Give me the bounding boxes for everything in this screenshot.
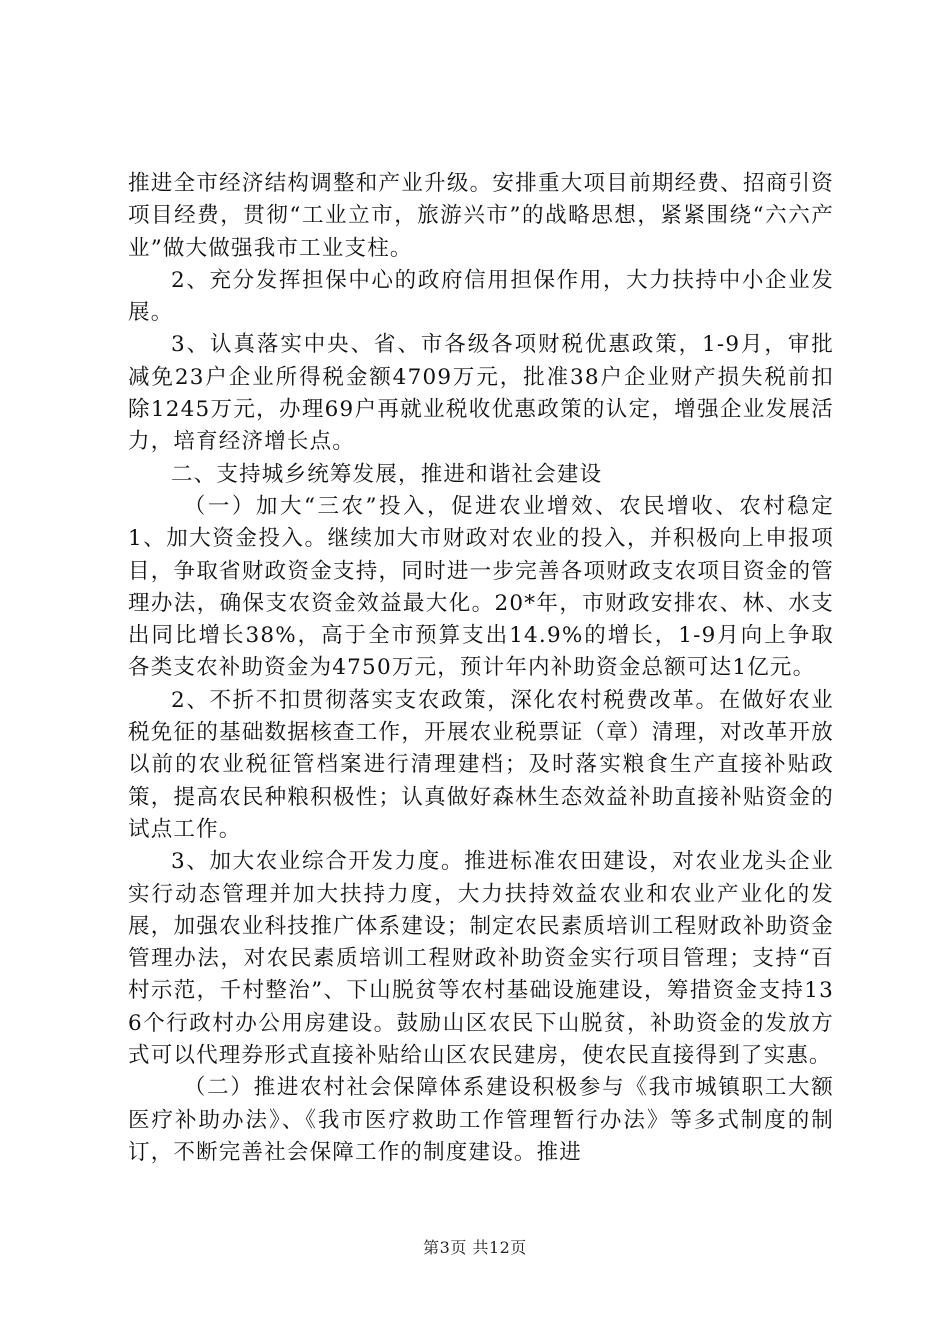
paragraph-subsection-one: （一）加大“三农”投入，促进农业增效、农民增收、农村稳定1、加大资金投入。继续加大市财政对农业的投入，并积极向上申报项目，争取省财政资金支持，同时进一步完善各项财政支农项目资金的管理办法，确保支农资金效益最大化。20*年，市财政安排农、林、水支出同比增长38%，高于全市预算支出14.9%的增长，1-9月向上争取各类支农补助资金为4750万元，预计年内补助资金总额可达1亿元。 <box>128 493 834 681</box>
page-number-label: 第3页 共12页 <box>423 1238 527 1257</box>
paragraph-item-3-agri-development: 3、加大农业综合开发力度。推进标准农田建设，对农业龙头企业实行动态管理并加大扶持力度，大力扶持效益农业和农业产业化的发展，加强农业科技推广体系建设；制定农民素质培训工程财政补助资金管理办法，对农民素质培训工程财政补助资金实行项目管理；支持“百村示范，千村整治”、下山脱贫等农村基础设施建设，筹措资金支持136个行政村办公用房建设。鼓励山区农民下山脱贫，补助资金的发放方式可以代理券形式直接补贴给山区农民建房，使农民直接得到了实惠。 <box>128 849 834 1069</box>
paragraph-item-3-tax-policy: 3、认真落实中央、省、市各级各项财税优惠政策，1-9月，审批减免23户企业所得税金额4709万元，批准38户企业财产损失税前扣除1245万元，办理69户再就业税收优惠政策的认定，增强企业发展活力，培育经济增长点。 <box>128 332 834 455</box>
paragraph-subsection-two: （二）推进农村社会保障体系建设积极参与《我市城镇职工大额医疗补助办法》、《我市医疗救助工作管理暂行办法》等多式制度的制订，不断完善社会保障工作的制度建设。推进 <box>128 1075 834 1165</box>
section-heading-two: 二、支持城乡统筹发展，推进和谐社会建设 <box>171 461 603 487</box>
paragraph-item-2-guarantee: 2、充分发挥担保中心的政府信用担保作用，大力扶持中小企业发展。 <box>128 267 834 326</box>
paragraph-item-2-agri-policy: 2、不折不扣贯彻落实支农政策，深化农村税费改革。在做好农业税免征的基础数据核查工作，开展农业税票证（章）清理，对改革开放以前的农业税征管档案进行清理建档；及时落实粮食生产直接补贴政策，提高农民种粮积极性；认真做好森林生态效益补助直接补贴资金的试点工作。 <box>128 687 834 842</box>
paragraph-continuation: 推进全市经济结构调整和产业升级。安排重大项目前期经费、招商引资项目经费，贯彻“工业立市，旅游兴市”的战略思想，紧紧围绕“六六产业”做大做强我市工业支柱。 <box>128 171 834 261</box>
document-body <box>128 168 834 1169</box>
page-footer <box>0 1238 950 1258</box>
